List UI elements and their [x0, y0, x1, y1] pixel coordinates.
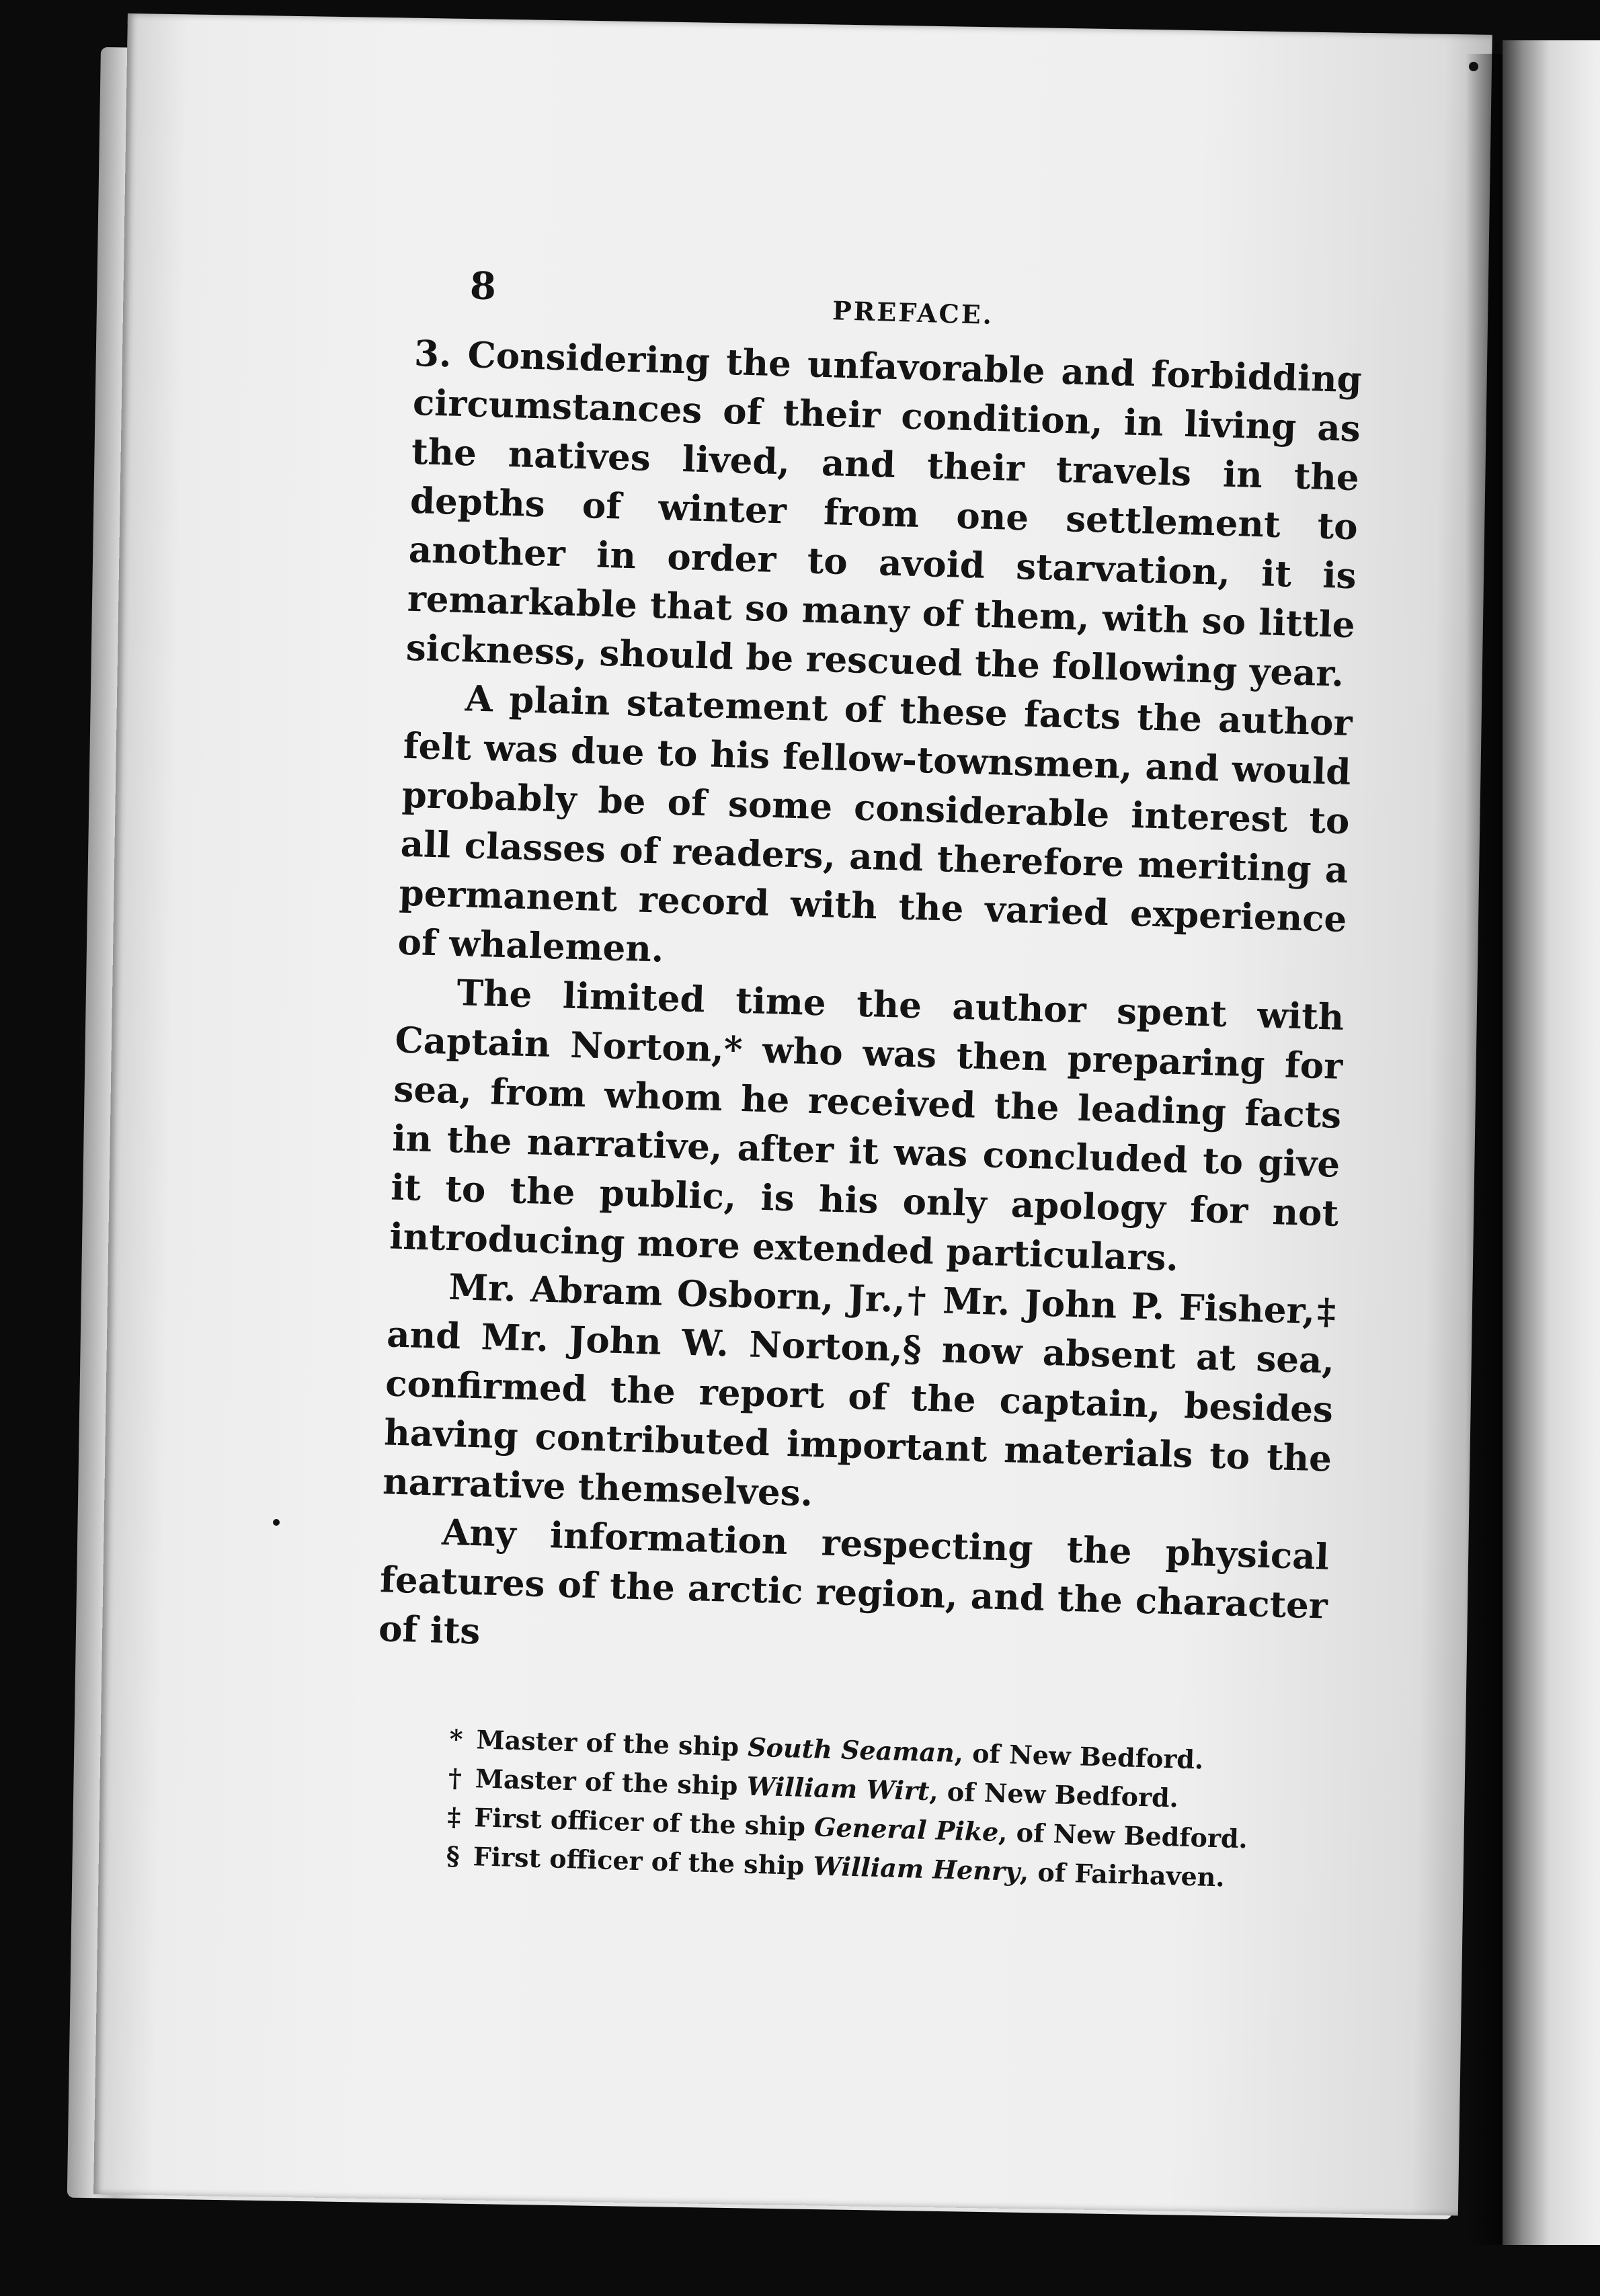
page-number: 8	[469, 263, 497, 309]
dust-speck	[273, 1519, 280, 1526]
paragraph: Mr. Abram Osborn, Jr.,† Mr. John P. Fisher,‡ and Mr. John W. Norton,§ now absent at sea, confirmed the report of the captain, besides having contributed important materials to the narrative themselves.	[382, 1266, 1336, 1515]
paragraph: A plain statement of these facts the author felt was due to his fellow-townsmen, and would probably be of some considerable interest to all classes of readers, and therefore meriting a permanent record with the varied experience of whalemen.	[397, 678, 1353, 971]
running-title: PREFACE.	[832, 295, 994, 330]
footnote-text: Master of the ship	[476, 1724, 748, 1762]
paragraph: Any information respecting the physical features of the arctic region, and the character of its	[378, 1511, 1330, 1653]
ship-name: William Henry	[812, 1850, 1021, 1887]
footnote-mark: †	[448, 1762, 463, 1793]
ship-name: William Wirt	[746, 1770, 930, 1807]
dust-speck	[1469, 62, 1478, 71]
footnote-mark: §	[446, 1840, 461, 1871]
paragraph: The limited time the author spent with Captain Norton,* who was then preparing for sea, from whom he received the leading facts in the narrative, after it was concluded to give it to the public, is his only apology for not introducing more extended particulars.	[389, 972, 1345, 1280]
ship-name: South Seaman	[747, 1731, 955, 1768]
footnote-text: , of New Bedford.	[954, 1737, 1204, 1775]
page-text-block	[372, 262, 1364, 1899]
footnote-mark: ‡	[446, 1801, 461, 1832]
footnote-text: First officer of the ship	[473, 1841, 814, 1881]
ship-name: General Pike	[813, 1811, 999, 1848]
facing-page-edge	[1503, 40, 1600, 2245]
footnote-text: Master of the ship	[475, 1763, 748, 1801]
footnote-mark: *	[449, 1723, 464, 1754]
footnote-text: , of New Bedford.	[998, 1817, 1248, 1854]
footnote-text: First officer of the ship	[473, 1802, 815, 1842]
footnote-text: , of New Bedford.	[928, 1776, 1179, 1813]
footnotes	[372, 1717, 1324, 1899]
paragraph: 3. Considering the unfavorable and forbidding circumstances of their condition, in living as the natives lived, and their travels in the depths of winter from one settlement to another in order to avoid starvation, it is remarkable that so many of them, with so little sickness, should be rescued the following year.	[405, 332, 1363, 695]
footnote-text: , of Fairhaven.	[1019, 1856, 1226, 1893]
